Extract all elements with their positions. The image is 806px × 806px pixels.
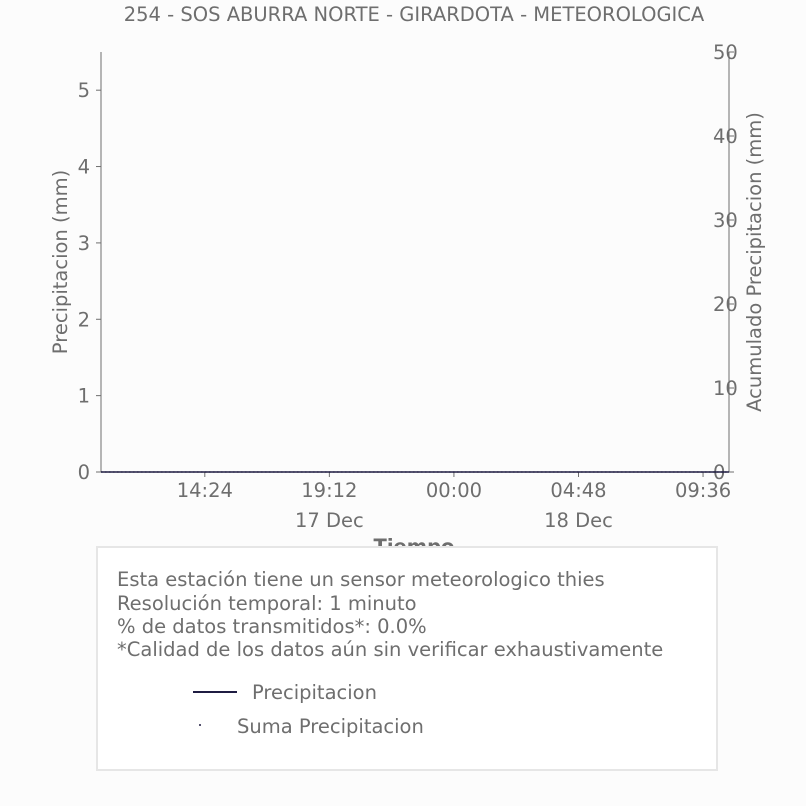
info-sensor-text: Esta estación tiene un sensor meteorologico thies [117,568,605,591]
y-tick-label: 2 [77,308,90,332]
x-axis-ticks [177,472,731,532]
y2-tick-label: 0 [713,461,726,484]
info-panel [96,546,718,771]
info-resolution-text: Resolución temporal: 1 minuto [117,592,417,615]
right-y-axis-ticks [713,41,738,484]
y-tick-label: 1 [77,384,90,408]
y2-tick-label: 40 [713,125,738,148]
y2-tick-label: 30 [713,209,738,232]
y-tick-label: 5 [77,79,90,103]
left-y-axis-ticks [78,79,101,484]
y-axis-label: Precipitacion (mm) [49,169,72,355]
info-quality-text: *Calidad de los datos aún sin verificar exhaustivamente [117,638,664,661]
legend-label-suma-precipitacion: Suma Precipitacion [237,714,424,738]
legend-line-swatch [193,691,237,693]
legend-dot-swatch [193,714,237,738]
y-tick-label: 3 [77,231,90,255]
x-tick-label: 19:12 [301,479,358,502]
x-tick-label: 04:48 [550,479,607,502]
y2-tick-label: 50 [713,41,738,64]
x-tick-label: 00:00 [425,479,483,502]
x-tick-label: 14:24 [176,479,233,502]
legend-item-suma-precipitacion [193,714,424,738]
chart-axes [101,52,729,472]
y-tick-label: 0 [77,461,90,484]
x-tick-label: 09:36 [674,479,732,502]
info-transmitted-text: % de datos transmitidos*: 0.0% [117,615,427,638]
right-y-axis-label: Acumulado Precipitacion (mm) [743,112,766,412]
chart-title: 254 - SOS ABURRA NORTE - GIRARDOTA - METEOROLOGICA [123,3,705,26]
y-tick-label: 4 [77,155,90,179]
y2-tick-label: 10 [713,377,738,400]
x-date-label: 17 Dec [294,509,364,532]
legend-item-precipitacion [193,680,377,704]
x-date-label: 18 Dec [544,509,613,532]
y2-tick-label: 20 [713,293,738,316]
legend-label-precipitacion: Precipitacion [252,680,377,704]
